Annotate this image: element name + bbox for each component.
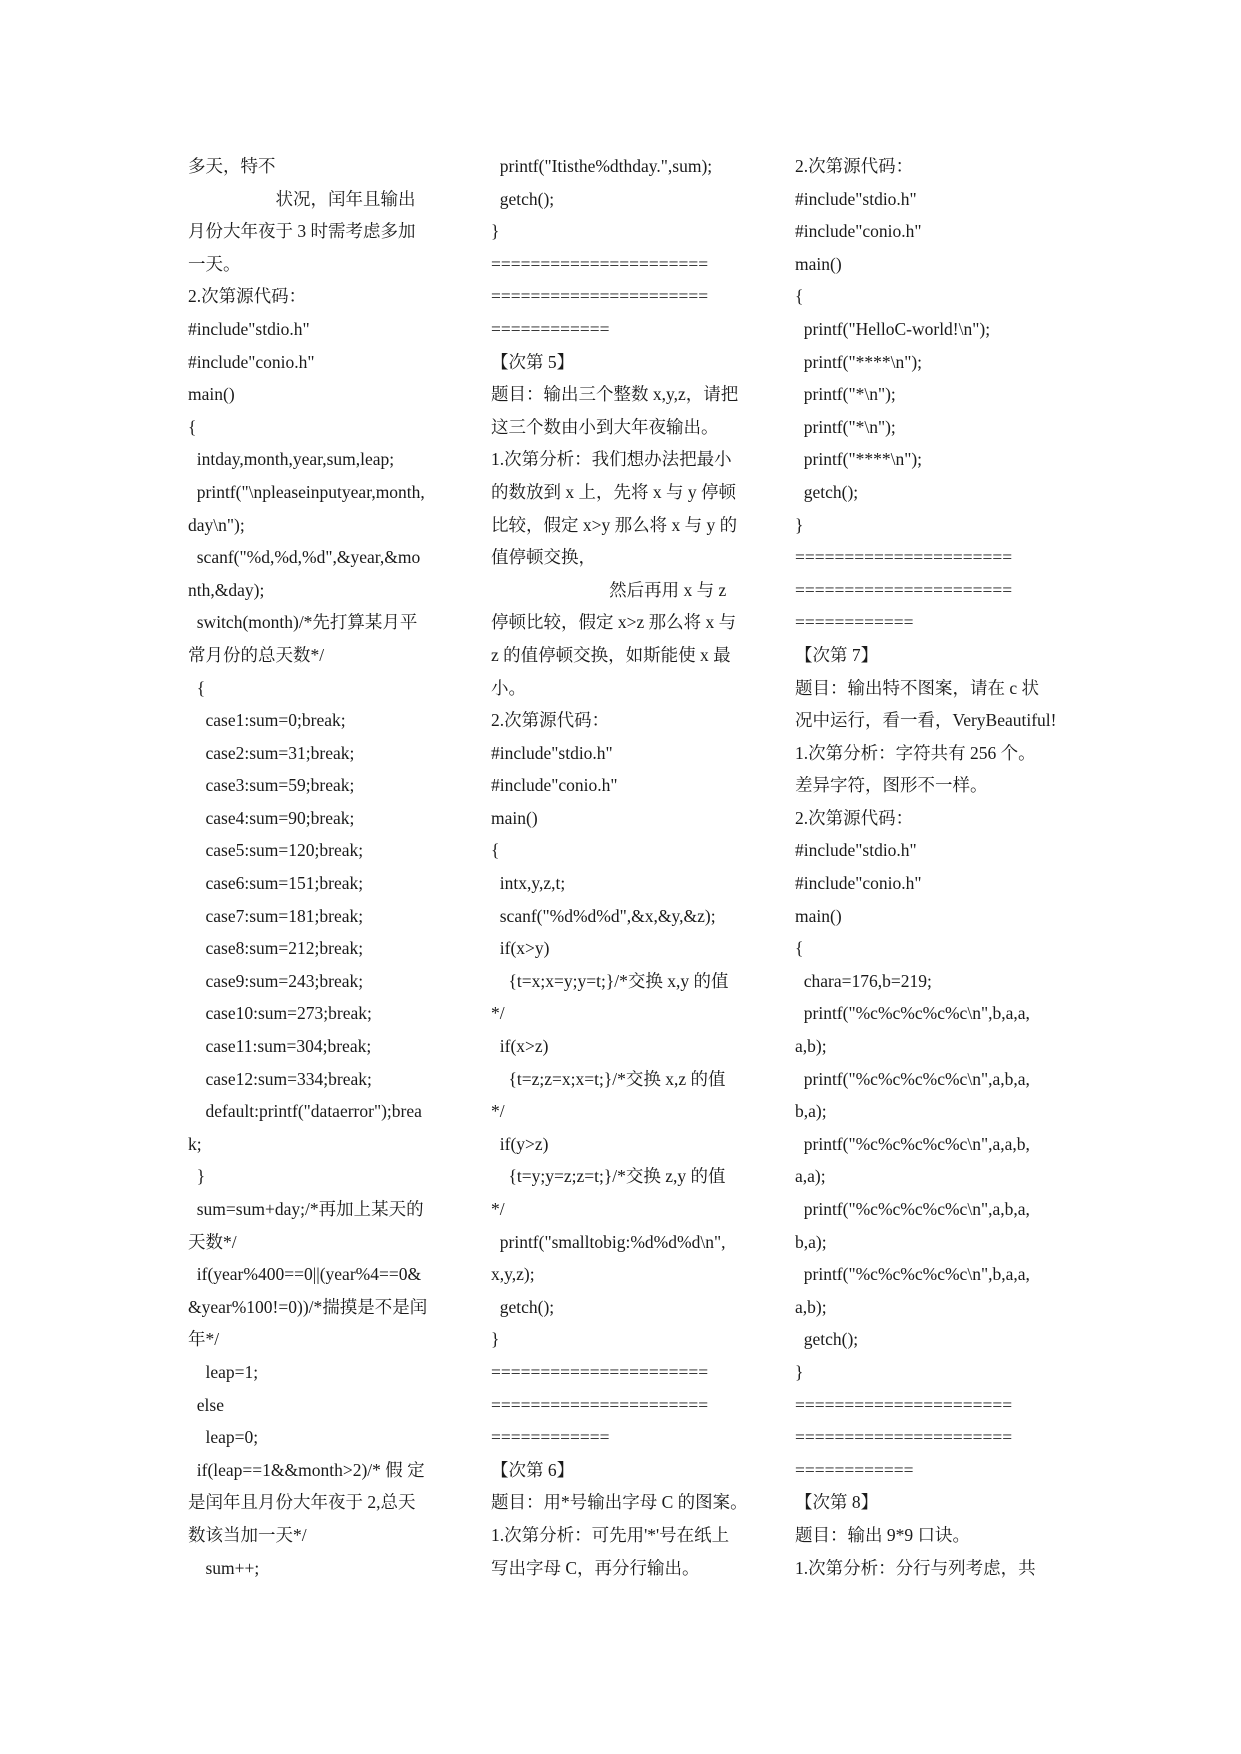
- text-line: switch(month)/*先打算某月平: [188, 612, 418, 633]
- text-line: 天数*/: [188, 1231, 237, 1252]
- text-line: if(x>z): [491, 1036, 549, 1057]
- text-line: {: [188, 677, 206, 698]
- text-line: 【次第 6】: [491, 1459, 575, 1480]
- text-line: x,y,z);: [491, 1264, 535, 1285]
- text-line: b,a);: [795, 1231, 827, 1252]
- text-line: */: [491, 1003, 505, 1024]
- text-line: 这三个数由小到大年夜输出。: [491, 416, 719, 437]
- text-line: case5:sum=120;break;: [188, 840, 364, 861]
- text-line: }: [795, 1361, 804, 1382]
- text-line: printf("HelloC-world!\n");: [795, 318, 991, 339]
- text-line: getch();: [795, 481, 859, 502]
- text-line: 2.次第源代码：: [795, 807, 914, 828]
- text-line: ======================: [491, 253, 709, 274]
- text-line: 小。: [491, 677, 526, 698]
- text-line: 常月份的总天数*/: [188, 644, 325, 665]
- text-line: case10:sum=273;break;: [188, 1003, 372, 1024]
- text-line: else: [188, 1394, 224, 1415]
- text-line: 值停顿交换，: [491, 547, 596, 568]
- text-line: #include"conio.h": [795, 221, 922, 242]
- text-line: main(): [491, 807, 538, 828]
- text-line: ======================: [491, 286, 709, 307]
- text-line: 2.次第源代码：: [188, 286, 307, 307]
- text-line: intday,month,year,sum,leap;: [188, 449, 395, 470]
- text-line: printf("****\n");: [795, 449, 923, 470]
- text-line: 【次第 5】: [491, 351, 575, 372]
- text-line: ======================: [795, 1394, 1013, 1415]
- text-line: 差异字符，图形不一样。: [795, 775, 988, 796]
- text-line: if(y>z): [491, 1133, 549, 1154]
- text-line: printf("*\n");: [795, 384, 896, 405]
- text-line: {t=y;y=z;z=t;}/*交换 z,y 的值: [491, 1166, 726, 1187]
- text-line: getch();: [491, 1296, 555, 1317]
- text-line: }: [491, 1329, 500, 1350]
- text-line: 然后再用 x 与 z: [491, 579, 727, 600]
- text-line: {: [188, 416, 197, 437]
- text-line: 多天，特不: [188, 156, 276, 176]
- text-line: ======================: [491, 1394, 709, 1415]
- text-line: if(leap==1&&month>2)/* 假 定: [188, 1459, 425, 1480]
- text-line: 题目：输出三个整数 x,y,z，请把: [491, 384, 739, 405]
- text-line: ======================: [795, 1427, 1013, 1448]
- text-line: }: [491, 221, 500, 242]
- text-line: printf("%c%c%c%c%c\n",b,a,a,: [795, 1264, 1030, 1285]
- text-line: case1:sum=0;break;: [188, 710, 346, 731]
- text-line: {t=z;z=x;x=t;}/*交换 x,z 的值: [491, 1068, 726, 1089]
- text-line: 1.次第分析：可先用'*'号在纸上: [491, 1524, 730, 1545]
- text-line: 的数放到 x 上，先将 x 与 y 停顿: [491, 481, 736, 502]
- text-line: printf("%c%c%c%c%c\n",a,a,b,: [795, 1133, 1030, 1154]
- text-line: 题目：用*号输出字母 C 的图案。: [491, 1492, 748, 1513]
- text-line: nth,&day);: [188, 579, 265, 600]
- text-line: printf("Itisthe%dthday.",sum);: [491, 156, 713, 176]
- text-line: k;: [188, 1133, 202, 1154]
- text-column-left: [188, 150, 456, 1584]
- text-line: ======================: [795, 547, 1013, 568]
- text-line: &year%100!=0))/*揣摸是不是闰: [188, 1296, 428, 1317]
- text-line: */: [491, 1199, 505, 1219]
- text-line: 写出字母 C，再分行输出。: [491, 1557, 700, 1578]
- text-line: #include"stdio.h": [491, 742, 613, 763]
- text-line: ======================: [491, 1361, 709, 1382]
- text-line: case9:sum=243;break;: [188, 970, 364, 991]
- text-line: b,a);: [795, 1101, 827, 1122]
- text-line: printf("****\n");: [795, 351, 923, 372]
- text-line: ============: [491, 1427, 610, 1448]
- text-line: }: [188, 1166, 206, 1187]
- text-line: z 的值停顿交换，如斯能使 x 最: [491, 644, 731, 665]
- text-line: chara=176,b=219;: [795, 970, 932, 991]
- text-line: 月份大年夜于 3 时需考虑多加: [188, 221, 416, 242]
- text-line: leap=1;: [188, 1361, 259, 1382]
- text-line: if(year%400==0||(year%4==0&: [188, 1264, 422, 1285]
- text-line: case3:sum=59;break;: [188, 775, 355, 796]
- text-line: a,b);: [795, 1296, 827, 1317]
- text-line: scanf("%d,%d,%d",&year,&mo: [188, 547, 421, 568]
- text-line: {t=x;x=y;y=t;}/*交换 x,y 的值: [491, 970, 729, 991]
- text-line: intx,y,z,t;: [491, 873, 566, 894]
- text-line: 【次第 7】: [795, 644, 879, 665]
- text-line: 比较，假定 x>y 那么将 x 与 y 的: [491, 514, 738, 535]
- text-line: printf("\npleaseinputyear,month,: [188, 481, 425, 502]
- text-line: case6:sum=151;break;: [188, 873, 364, 894]
- text-line: default:printf("dataerror");brea: [188, 1101, 422, 1122]
- text-line: #include"stdio.h": [188, 318, 310, 339]
- text-line: case4:sum=90;break;: [188, 807, 355, 828]
- text-line: 停顿比较，假定 x>z 那么将 x 与: [491, 612, 737, 633]
- text-line: ============: [795, 1459, 914, 1480]
- text-line: case7:sum=181;break;: [188, 905, 364, 926]
- text-line: 年*/: [188, 1329, 220, 1350]
- text-line: {: [795, 938, 804, 959]
- text-line: getch();: [491, 188, 555, 209]
- text-line: 数该当加一天*/: [188, 1524, 307, 1545]
- text-line: main(): [795, 905, 842, 926]
- text-line: 【次第 8】: [795, 1492, 879, 1513]
- text-line: case11:sum=304;break;: [188, 1036, 372, 1057]
- text-line: scanf("%d%d%d",&x,&y,&z);: [491, 905, 716, 926]
- text-line: {: [795, 286, 804, 307]
- text-line: if(x>y): [491, 938, 550, 959]
- text-line: a,a);: [795, 1166, 826, 1187]
- text-line: 是闰年且月份大年夜于 2,总天: [188, 1492, 416, 1513]
- text-line: printf("%c%c%c%c%c\n",b,a,a,: [795, 1003, 1030, 1024]
- text-line: day\n");: [188, 514, 245, 535]
- text-line: 2.次第源代码：: [795, 156, 914, 176]
- text-line: 题目：输出 9*9 口诀。: [795, 1524, 970, 1545]
- text-line: 况中运行，看一看，VeryBeautiful!: [795, 710, 1057, 731]
- text-line: printf("smalltobig:%d%d%d\n",: [491, 1231, 726, 1252]
- text-line: 1.次第分析：我们想办法把最小: [491, 449, 732, 470]
- text-line: sum++;: [188, 1557, 260, 1578]
- text-line: ============: [795, 612, 914, 633]
- text-line: #include"conio.h": [795, 873, 922, 894]
- text-column-right: [795, 150, 1063, 1584]
- text-line: {: [491, 840, 500, 861]
- text-line: getch();: [795, 1329, 859, 1350]
- text-line: case12:sum=334;break;: [188, 1068, 372, 1089]
- text-line: }: [795, 514, 804, 535]
- text-line: 1.次第分析：分行与列考虑，共: [795, 1557, 1036, 1578]
- text-line: 一天。: [188, 253, 241, 274]
- text-line: case8:sum=212;break;: [188, 938, 364, 959]
- text-line: */: [491, 1101, 505, 1122]
- text-line: #include"stdio.h": [795, 840, 917, 861]
- text-line: 2.次第源代码：: [491, 710, 610, 731]
- text-line: main(): [188, 384, 235, 405]
- text-column-middle: [491, 150, 759, 1584]
- text-line: 题目：输出特不图案，请在 c 状: [795, 677, 1040, 698]
- text-line: #include"conio.h": [188, 351, 315, 372]
- text-line: 1.次第分析：字符共有 256 个。: [795, 742, 1036, 763]
- text-line: printf("%c%c%c%c%c\n",a,b,a,: [795, 1068, 1030, 1089]
- text-line: ============: [491, 318, 610, 339]
- text-line: a,b);: [795, 1036, 827, 1057]
- text-line: case2:sum=31;break;: [188, 742, 355, 763]
- text-line: #include"conio.h": [491, 775, 618, 796]
- text-line: leap=0;: [188, 1427, 259, 1448]
- text-line: 状况，闰年且输出: [188, 188, 416, 209]
- text-line: printf("*\n");: [795, 416, 896, 437]
- text-line: sum=sum+day;/*再加上某天的: [188, 1199, 424, 1219]
- text-line: printf("%c%c%c%c%c\n",a,b,a,: [795, 1199, 1030, 1219]
- text-line: main(): [795, 253, 842, 274]
- text-line: #include"stdio.h": [795, 188, 917, 209]
- text-line: ======================: [795, 579, 1013, 600]
